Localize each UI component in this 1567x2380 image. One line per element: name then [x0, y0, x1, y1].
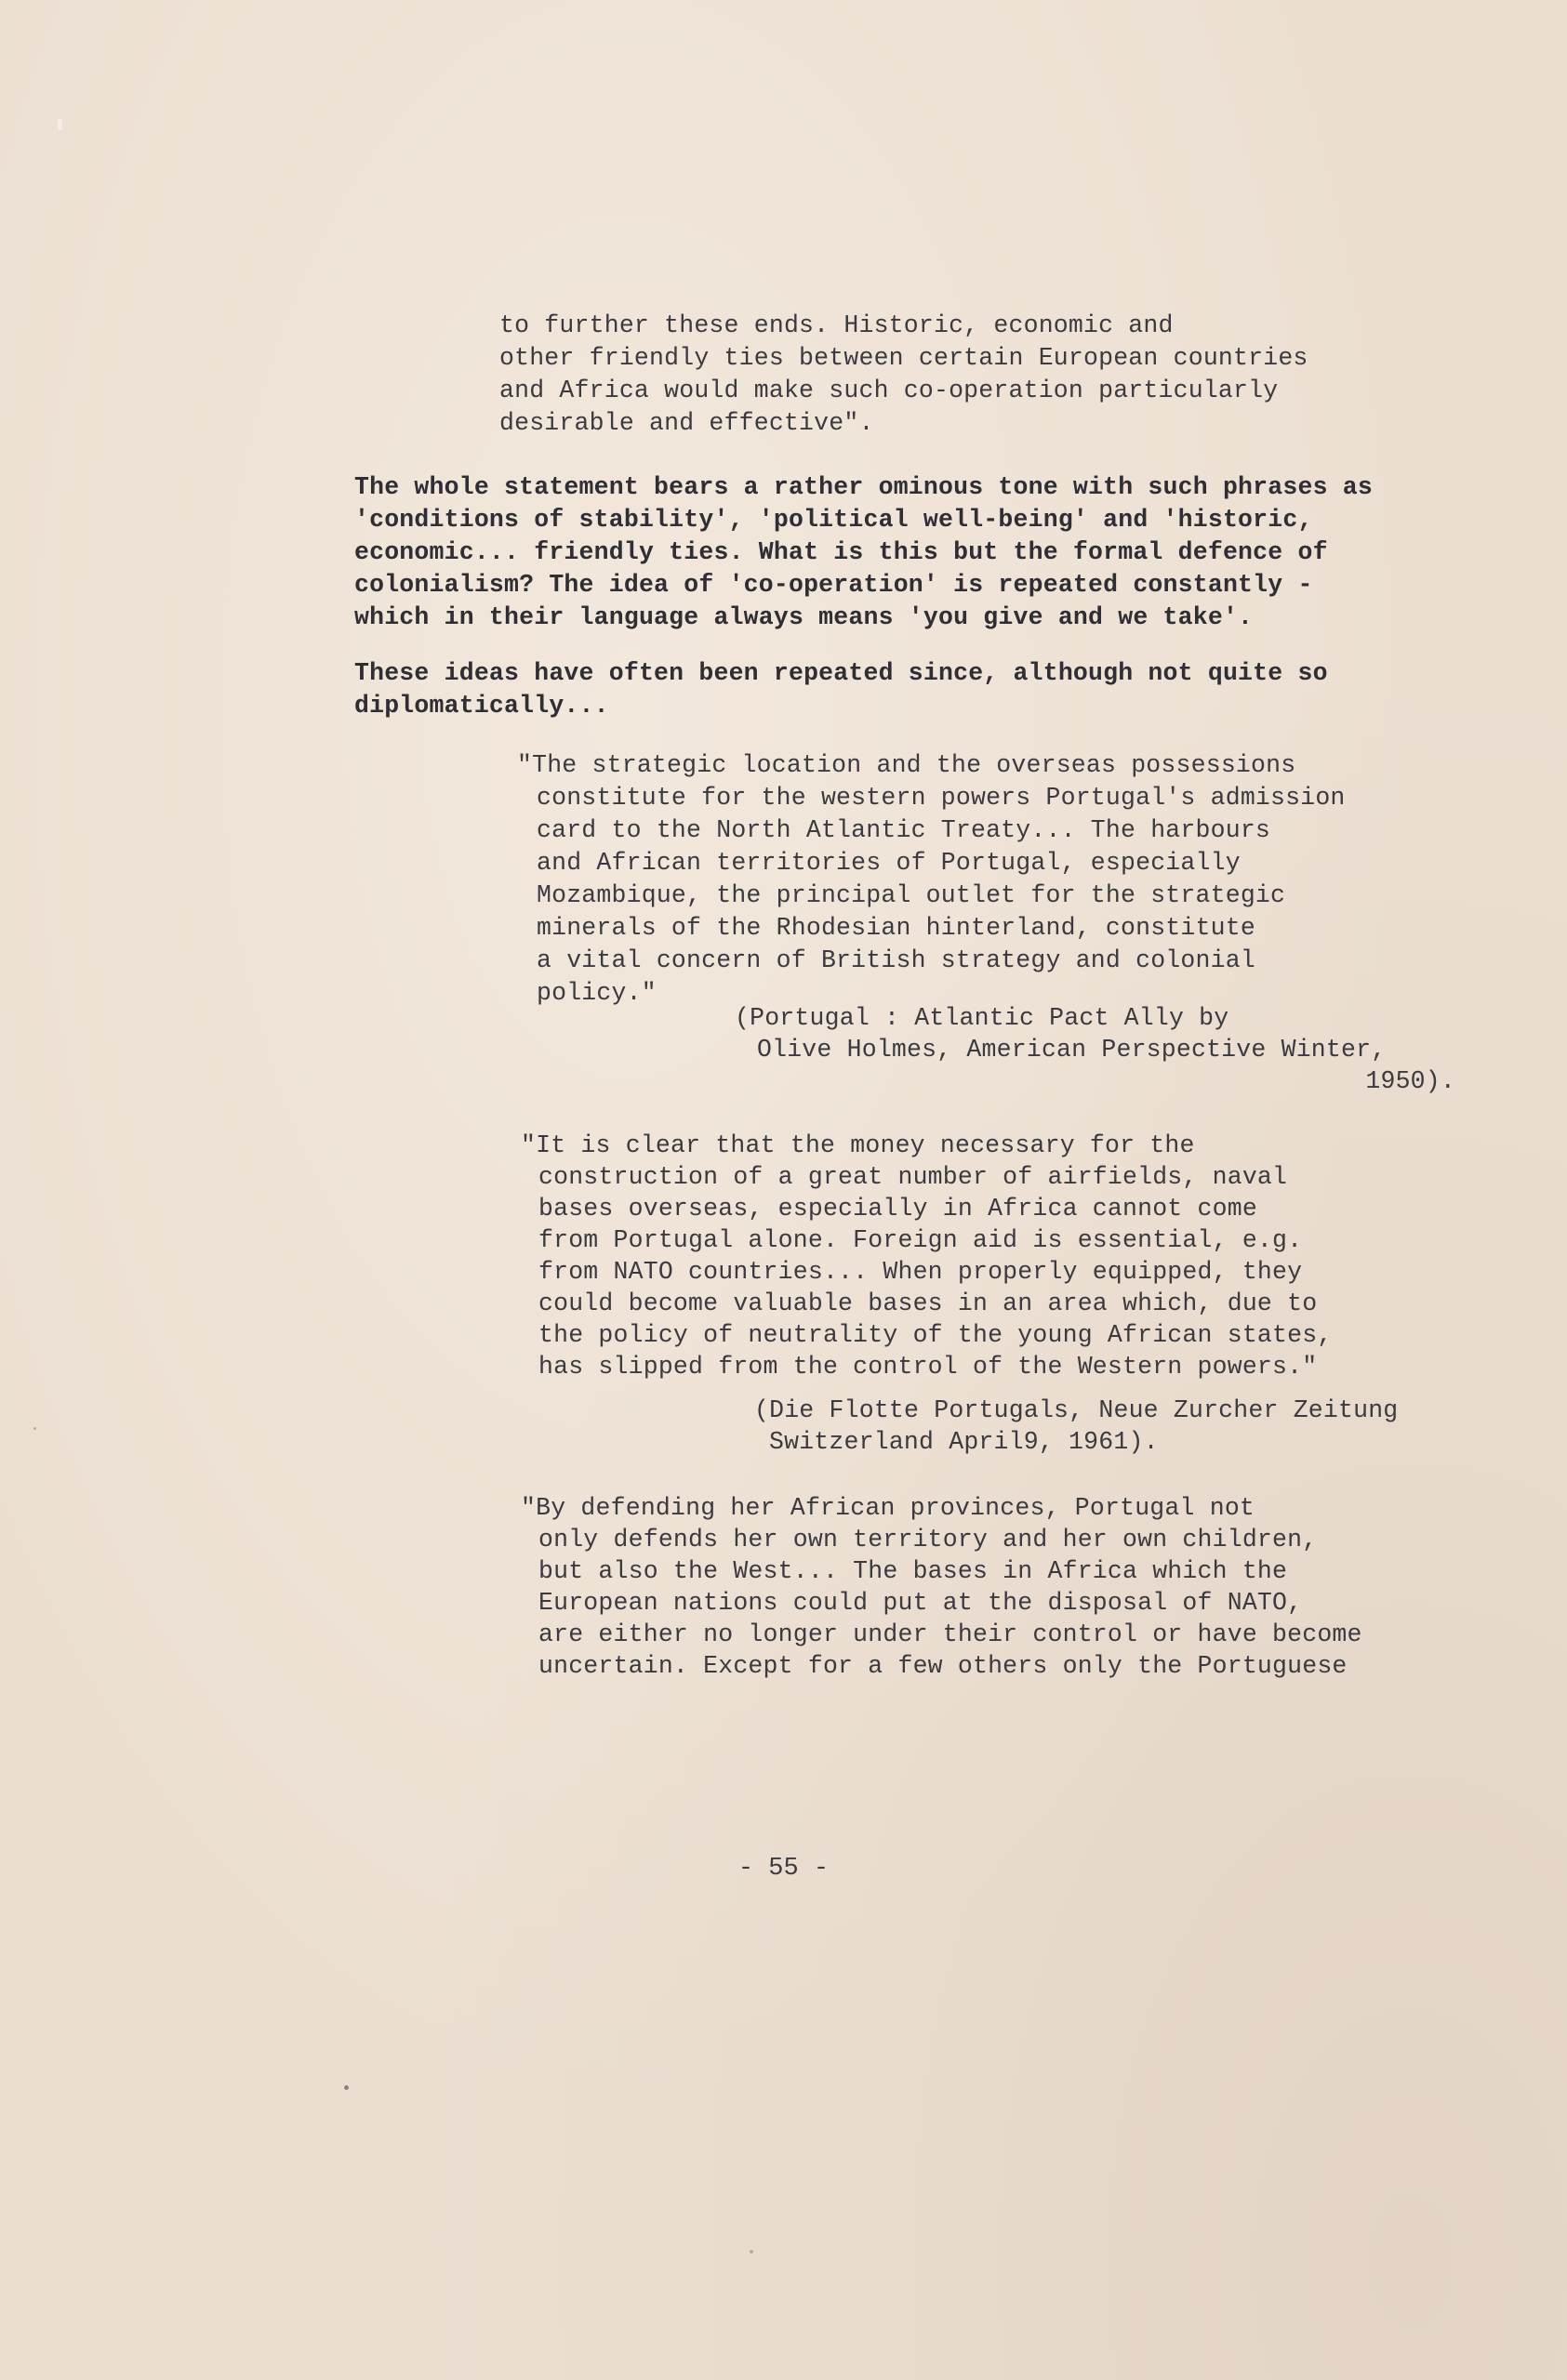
citation-line: 1950).	[1365, 1067, 1455, 1095]
quote-line: a vital concern of British strategy and colonial	[537, 946, 1255, 974]
paragraph-line: diplomatically...	[354, 692, 609, 720]
quote-line: "The strategic location and the overseas possessions	[517, 751, 1296, 779]
paragraph-line: colonialism? The idea of 'co-operation' is repeated constantly -	[354, 571, 1313, 599]
paragraph-line: which in their language always means 'you give and we take'.	[354, 603, 1254, 631]
quote-line: has slipped from the control of the Western powers."	[538, 1353, 1318, 1381]
citation-line: Olive Holmes, American Perspective Winter,	[757, 1036, 1387, 1064]
quote-line: Mozambique, the principal outlet for the strategic	[537, 881, 1286, 909]
quote-line: constitute for the western powers Portugal's admission	[537, 784, 1346, 812]
quote-line: other friendly ties between certain European countries	[499, 344, 1308, 372]
paragraph-line: 'conditions of stability', 'political well-being' and 'historic,	[354, 506, 1313, 534]
quote-line: uncertain. Except for a few others only the Portuguese	[538, 1652, 1348, 1680]
quote-line: construction of a great number of airfields, naval	[538, 1163, 1288, 1191]
quote-line: could become valuable bases in an area which, due to	[538, 1289, 1318, 1317]
quote-line: European nations could put at the disposal of NATO,	[538, 1589, 1303, 1617]
citation-line: (Die Flotte Portugals, Neue Zurcher Zeitung	[754, 1396, 1399, 1424]
paragraph-line: The whole statement bears a rather ominous tone with such phrases as	[354, 473, 1373, 501]
quote-line: bases overseas, especially in Africa cannot come	[538, 1195, 1257, 1223]
paper-speck	[344, 2085, 349, 2090]
quote-line: are either no longer under their control or have become	[538, 1620, 1362, 1648]
paper-speck	[33, 1427, 36, 1430]
quote-line: to further these ends. Historic, economic and	[499, 311, 1174, 339]
quote-line: the policy of neutrality of the young African states,	[538, 1321, 1333, 1349]
quote-line: and Africa would make such co-operation particularly	[499, 377, 1279, 404]
page-number: - 55 -	[737, 1855, 830, 1883]
paper-speck	[750, 2250, 753, 2254]
quote-line: policy."	[537, 979, 657, 1007]
paper-speck	[58, 119, 62, 130]
quote-line: from Portugal alone. Foreign aid is essential, e.g.	[538, 1226, 1303, 1254]
quote-line: "By defending her African provinces, Portugal not	[521, 1494, 1255, 1522]
quote-line: and African territories of Portugal, especially	[537, 849, 1241, 877]
paragraph-line: These ideas have often been repeated since, although not quite so	[354, 659, 1328, 687]
quote-line: minerals of the Rhodesian hinterland, constitute	[537, 914, 1255, 942]
quote-line: "It is clear that the money necessary for the	[521, 1131, 1195, 1159]
quote-line: only defends her own territory and her own children,	[538, 1526, 1318, 1554]
paragraph-line: economic... friendly ties. What is this but the formal defence of	[354, 538, 1328, 566]
quote-line: desirable and effective".	[499, 409, 874, 437]
quote-line: but also the West... The bases in Africa which the	[538, 1557, 1288, 1585]
citation-line: (Portugal : Atlantic Pact Ally by	[735, 1004, 1229, 1032]
quote-line: card to the North Atlantic Treaty... The harbours	[537, 816, 1271, 844]
quote-line: from NATO countries... When properly equipped, they	[538, 1258, 1303, 1286]
citation-line: Switzerland April9, 1961).	[769, 1428, 1159, 1456]
